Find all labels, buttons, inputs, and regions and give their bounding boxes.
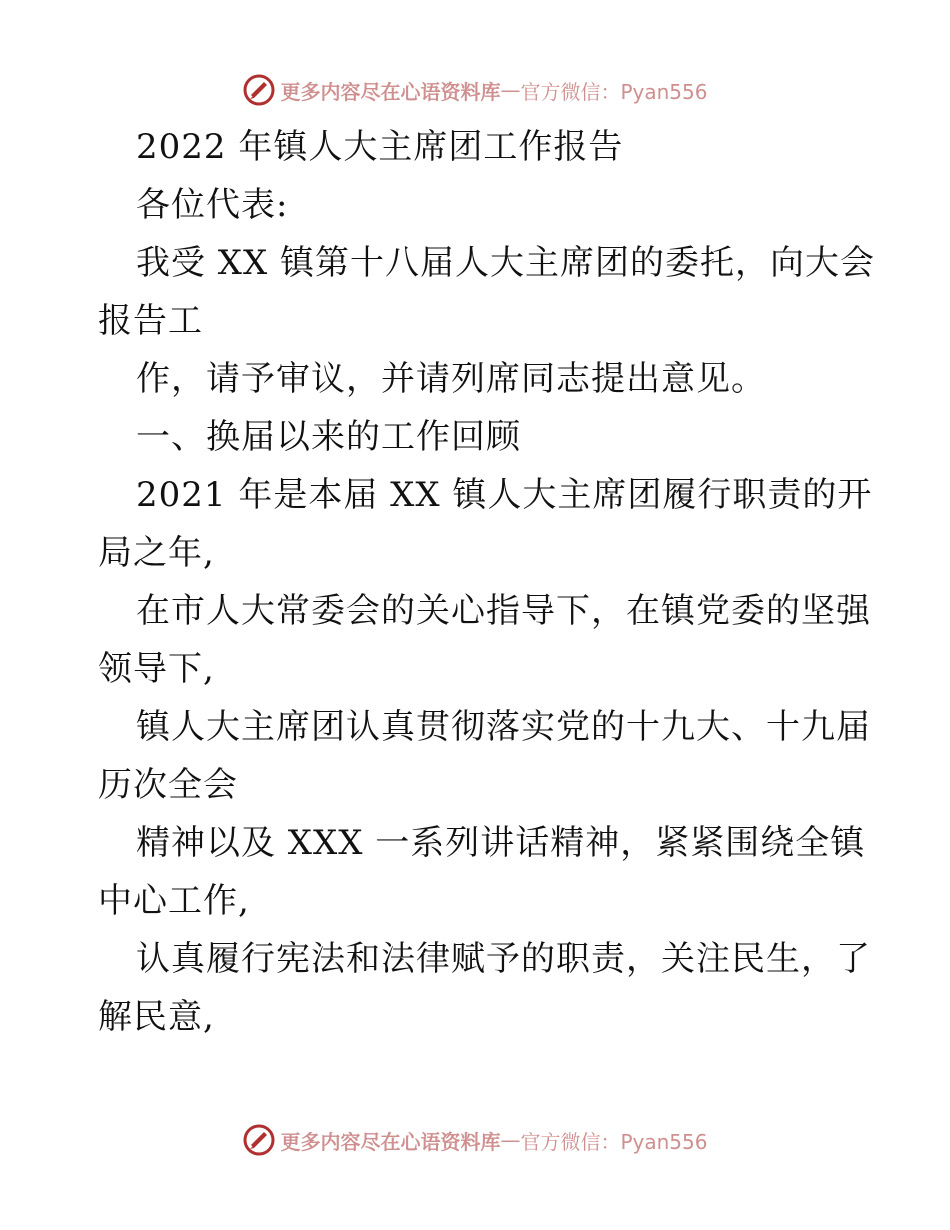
- watermark-separator: —: [500, 1128, 521, 1152]
- document-title: 2022 年镇人大主席团工作报告: [136, 127, 624, 167]
- paragraph-line: 报告工: [98, 301, 203, 341]
- paragraph-line: 精神以及 XXX 一系列讲话精神，紧紧围绕全镇: [136, 823, 866, 863]
- watermark-logo: [242, 1123, 276, 1157]
- document-body: [98, 118, 876, 1046]
- salutation: 各位代表:: [136, 185, 289, 225]
- watermark-separator: —: [500, 78, 521, 102]
- watermark-logo: [242, 73, 276, 107]
- watermark-brand: 更多内容尽在心语资料库: [280, 1129, 501, 1154]
- paragraph-line: 作，请予审议，并请列席同志提出意见。: [136, 359, 766, 399]
- watermark-banner-top: [0, 70, 950, 110]
- paragraph-line: 认真履行宪法和法律赋予的职责，关注民生，了: [136, 939, 871, 979]
- paragraph-line: 2021 年是本届 XX 镇人大主席团履行职责的开: [136, 475, 873, 515]
- paragraph-line: 解民意,: [98, 997, 215, 1037]
- watermark-banner-bottom: [0, 1120, 950, 1160]
- section-heading: 一、换届以来的工作回顾: [136, 417, 521, 457]
- paragraph-line: 中心工作,: [98, 881, 250, 921]
- watermark-brand: 更多内容尽在心语资料库: [280, 79, 501, 104]
- paragraph-line: 历次全会: [98, 765, 238, 805]
- watermark-account: 官方微信：Pyan556: [520, 79, 708, 104]
- paragraph-line: 镇人大主席团认真贯彻落实党的十九大、十九届: [136, 707, 871, 747]
- paragraph-line: 我受 XX 镇第十八届人大主席团的委托，向大会: [136, 243, 876, 283]
- paragraph-line: 在市人大常委会的关心指导下，在镇党委的坚强: [136, 591, 871, 631]
- paragraph-line: 领导下,: [98, 649, 215, 689]
- paragraph-line: 局之年,: [98, 533, 215, 573]
- watermark-account: 官方微信：Pyan556: [520, 1129, 708, 1154]
